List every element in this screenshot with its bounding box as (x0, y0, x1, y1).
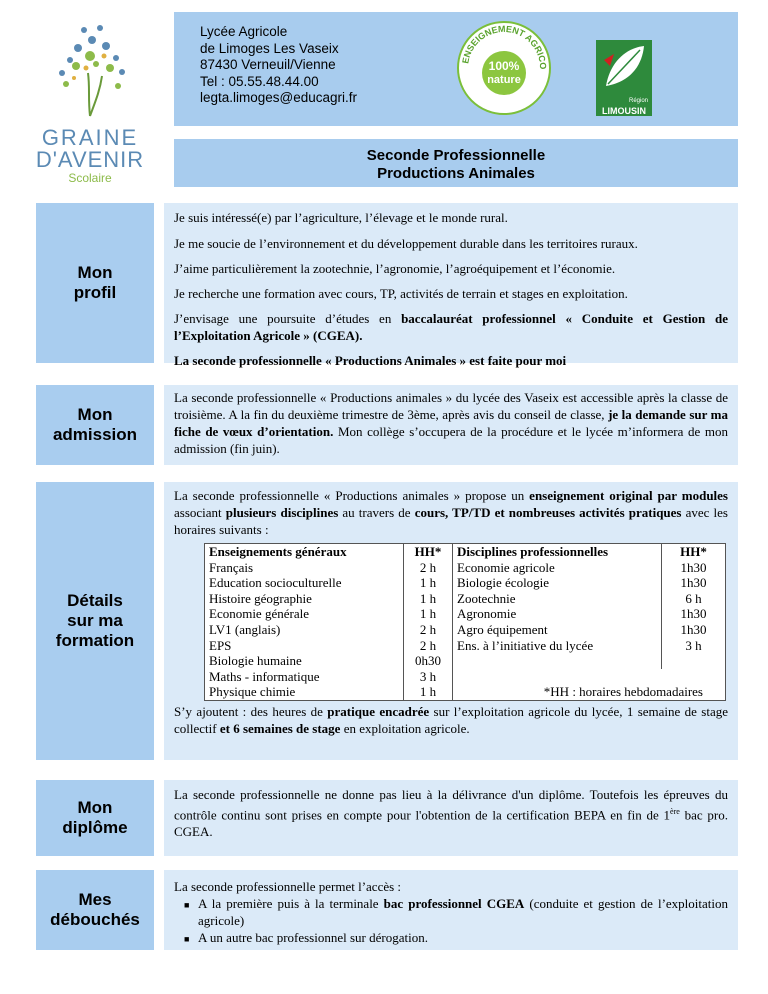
general-subject: Histoire géographie (205, 591, 404, 607)
diplome-label-2: diplôme (62, 818, 128, 837)
pro-subject: Biologie écologie (453, 575, 662, 591)
formation-i3: associant (174, 505, 226, 520)
admission-text (174, 389, 728, 457)
section-label-diplome (36, 780, 154, 856)
section-label-admission (36, 385, 154, 465)
pro-hours: 1h30 (680, 606, 707, 622)
diplome-label-1: Mon (77, 798, 113, 817)
table-head-pro: Disciplines professionnelles (457, 544, 609, 559)
pro-subject: Agro équipement (453, 622, 662, 638)
section-content-admission (164, 385, 738, 465)
section-content-debouches (164, 870, 738, 950)
formation-i7: avec les horaires suivants : (174, 505, 728, 537)
debouches-b1c: (conduite et gestion de l’exploitation agricole) (198, 896, 728, 928)
formation-o5: en exploitation agricole. (340, 720, 470, 736)
table-head-general: Enseignements généraux (209, 544, 347, 559)
profil-p6-bold: La seconde professionnelle « Productions Animales » est faite pour moi (174, 353, 567, 368)
section-label-debouches (36, 870, 154, 950)
diplome-t2: bac pro. CGEA. (174, 807, 729, 840)
school-address (200, 24, 357, 107)
pro-subject: Economie agricole (453, 560, 662, 576)
hours-note: *HH : horaires hebdomadaires (543, 684, 703, 700)
debouches-bullet-2 (184, 929, 728, 948)
graine-davenir-logo (30, 18, 150, 185)
table-row (205, 669, 725, 685)
table-head-hh2: HH* (680, 544, 707, 559)
general-hours: 2 h (404, 638, 453, 654)
admission-label-1: Mon (77, 405, 113, 424)
formation-o3: sur l’exploitation agricole du lycée, 1 semaine de stage collectif (174, 703, 729, 736)
general-hours: 2 h (404, 560, 453, 576)
enseignement-agricole-badge (454, 18, 554, 118)
badge-nature: nature (487, 74, 521, 86)
general-hours: 2 h (404, 622, 453, 638)
table-row (205, 575, 725, 591)
general-subject: Biologie humaine (205, 653, 404, 669)
general-hours: 1 h (404, 606, 453, 622)
admission-t1: La seconde professionnelle « Productions animales » du lycée des Vaseix est accessible après la classe de troisième. A la fin du deuxième trimestre de 3ème, après avis du conseil de classe, (174, 390, 728, 422)
pro-hours: 6 h (685, 590, 702, 606)
pro-hours: 3 h (685, 637, 702, 653)
formation-o4: et 6 semaines de stage (219, 720, 341, 736)
general-subject: Maths - informatique (205, 669, 404, 685)
logo-line1: GRAINE (41, 125, 139, 150)
pro-hours: 1h30 (680, 621, 707, 637)
general-hours: 1 h (404, 591, 453, 607)
admission-t3: Mon collège s’occupera de la procédure et le lycée m’informera de mon admission (fin juin). (174, 424, 728, 456)
debouches-b2: A un autre bac professionnel sur dérogation. (198, 930, 428, 945)
formation-i1: La seconde professionnelle « Productions animales » propose un (174, 488, 530, 503)
region-label: LIMOUSIN (602, 106, 646, 116)
leaf-icon (596, 40, 652, 92)
title-box (174, 139, 738, 187)
title-line1: Seconde Professionnelle (366, 147, 546, 164)
pro-subject: Zootechnie (453, 591, 662, 607)
profil-p1: Je suis intéressé(e) par l’agriculture, l’élevage et le monde rural. (174, 210, 508, 225)
debouches-b1 (198, 895, 728, 929)
profil-label-2: profil (73, 283, 117, 302)
formation-o1: S’y ajoutent : des heures de (174, 703, 328, 719)
school-email: legta.limoges@educagri.fr (200, 90, 358, 105)
table-row (205, 622, 725, 638)
profil-p5 (174, 310, 728, 344)
badge-100: 100% (488, 59, 520, 73)
hours-table-wrap (204, 543, 726, 701)
profil-label-1: Mon (77, 263, 113, 282)
debouches-label-2: débouchés (50, 910, 140, 929)
profil-p6 (174, 352, 728, 369)
formation-label-2: sur ma (67, 611, 123, 630)
profil-p4: Je recherche une formation avec cours, TP, activités de terrain et stages en exploitation. (174, 286, 628, 301)
logo-line3: Scolaire (68, 171, 112, 185)
profil-p2: Je me soucie de l’environnement et du développement durable dans les territoires ruraux. (174, 236, 638, 251)
formation-i5: au travers de (338, 505, 415, 520)
pro-hours: 1h30 (680, 575, 707, 591)
tree-icon (30, 18, 150, 118)
table-row (205, 591, 725, 607)
admission-label-2: admission (52, 425, 138, 444)
diplome-t1: La seconde professionnelle ne donne pas lieu à la délivrance d'un diplôme. Toutefois les épreuves du contrôle continu sont prises en compte pour l'obtention de la certification BEPA en fin de 1 (174, 787, 728, 823)
formation-outro (174, 703, 728, 737)
formation-label-3: formation (55, 631, 135, 650)
table-head-hh1: HH* (414, 544, 442, 559)
formation-o2: pratique encadrée (327, 703, 430, 719)
pro-subject: Ens. à l’initiative du lycée (453, 638, 662, 654)
pro-subject: Agronomie (453, 606, 662, 622)
section-content-profil (164, 203, 738, 368)
general-subject: EPS (205, 638, 404, 654)
table-row (205, 606, 725, 622)
region-limousin-logo (596, 40, 652, 116)
formation-i6: cours, TP/TD et nombreuses activités pratiques (414, 505, 682, 520)
bullet-square-icon: ■ (184, 900, 190, 910)
bullet-square-icon: ■ (184, 934, 190, 944)
debouches-intro: La seconde professionnelle permet l’accès : (174, 879, 402, 894)
debouches-bullet-1 (184, 895, 728, 929)
school-name: Lycée Agricole (200, 24, 288, 39)
section-label-formation (36, 482, 154, 760)
general-subject: LV1 (anglais) (205, 622, 404, 638)
general-subject: Economie générale (205, 606, 404, 622)
section-label-profil (36, 203, 154, 363)
profil-p3: J’aime particulièrement la zootechnie, l’agronomie, l’agroéquipement et l’économie. (174, 261, 616, 276)
profil-p5-bold: baccalauréat professionnel « Conduite et Gestion de l’Exploitation Agricole » (CGEA). (174, 311, 728, 343)
section-content-formation (164, 482, 738, 760)
logo-line2: D'AVENIR (35, 147, 145, 172)
school-name2: de Limoges Les Vaseix (200, 40, 339, 56)
table-row (205, 653, 725, 669)
formation-intro (174, 487, 728, 538)
school-address-line: 87430 Verneuil/Vienne (200, 57, 336, 72)
general-subject: Français (205, 560, 404, 576)
table-header-row (205, 544, 725, 560)
title-line2: Productions Animales (377, 165, 535, 182)
badge-arc-text: ENSEIGNEMENT AGRICO (460, 23, 549, 70)
pro-hours: 1h30 (680, 559, 707, 575)
debouches-b1b: bac professionnel CGEA (383, 896, 525, 911)
diplome-text (174, 786, 728, 840)
general-hours: 1 h (404, 684, 453, 700)
profil-p5-text: J’envisage une poursuite d’études en (174, 311, 402, 326)
school-phone: Tel : 05.55.48.44.00 (200, 73, 319, 89)
debouches-label-1: Mes (78, 890, 112, 909)
general-subject: Education socioculturelle (205, 575, 404, 591)
formation-i2: enseignement original par modules (529, 488, 728, 503)
table-row (205, 638, 725, 654)
debouches-b1a: A la première puis à la terminale (198, 896, 384, 911)
formation-i4: plusieurs disciplines (225, 505, 339, 520)
general-hours: 3 h (404, 669, 453, 685)
section-content-diplome (164, 780, 738, 856)
general-hours: 1 h (404, 575, 453, 591)
general-subject: Physique chimie (205, 684, 404, 700)
diplome-sup: ère (670, 807, 680, 816)
hours-table (205, 544, 725, 700)
general-hours: 0h30 (404, 653, 453, 669)
formation-label-1: Détails (67, 591, 123, 610)
region-label-small: Région (628, 98, 648, 104)
admission-t2: je la demande sur ma fiche de vœux d’orientation. (174, 407, 728, 439)
table-row (205, 560, 725, 576)
